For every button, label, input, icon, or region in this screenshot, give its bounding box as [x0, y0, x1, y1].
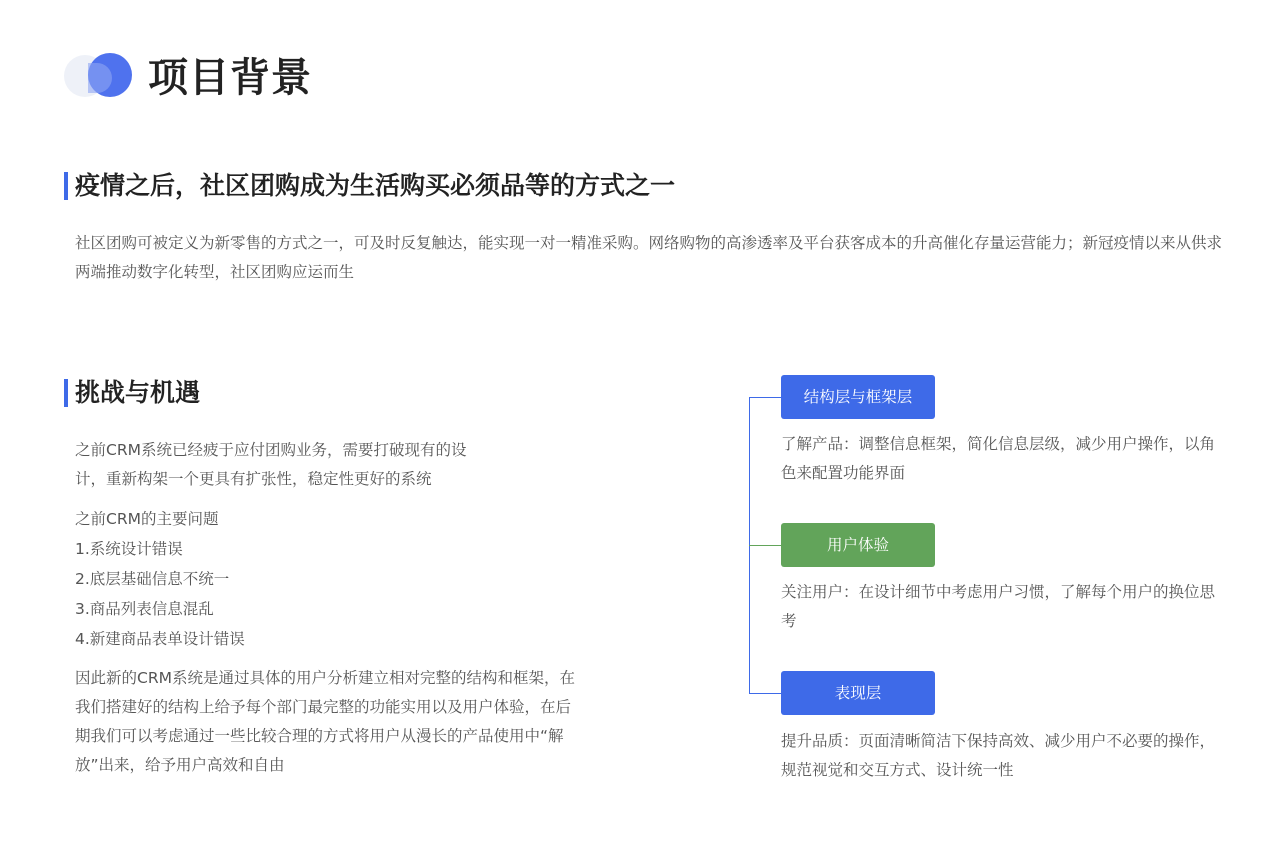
- issues-title: 之前CRM的主要问题: [75, 510, 219, 528]
- node-structure-layer: 结构层与框架层: [781, 375, 935, 419]
- tree-branch: [749, 397, 785, 398]
- tree-branch: [749, 693, 785, 694]
- tree-branch: [749, 545, 785, 546]
- challenges-intro: 之前CRM系统已经疲于应付团购业务，需要打破现有的设计，重新构架一个更具有扩张性，稳定性更好的系统: [75, 441, 467, 488]
- challenges-conclusion: 因此新的CRM系统是通过具体的用户分析建立相对完整的结构和框架，在我们搭建好的结构上给予每个部门最完整的功能实用以及用户体验，在后期我们可以考虑通过一些比较合理的方式将用户从漫长的产品使用中“解放”出来，给予用户高效和自由: [75, 669, 575, 774]
- issue-item: 3.商品列表信息混乱: [75, 600, 214, 618]
- node-presentation-layer: 表现层: [781, 671, 935, 715]
- section-title-covid: 疫情之后，社区团购成为生活购买必须品等的方式之一: [64, 168, 675, 204]
- node-user-experience: 用户体验: [781, 523, 935, 567]
- logo-circles: [64, 52, 136, 98]
- issue-item: 4.新建商品表单设计错误: [75, 630, 245, 648]
- section-body-covid: 社区团购可被定义为新零售的方式之一，可及时反复触达，能实现一对一精准采购。网络购物的高渗透率及平台获客成本的升高催化存量运营能力；新冠疫情以来从供求两端推动数字化转型，社区团购应运而生: [75, 234, 1223, 281]
- page-title: 项目背景: [148, 55, 312, 101]
- issue-item: 2.底层基础信息不统一: [75, 570, 230, 588]
- node-desc-structure: 了解产品：调整信息框架，简化信息层级，减少用户操作，以角色来配置功能界面: [781, 435, 1216, 482]
- node-desc-user-experience: 关注用户：在设计细节中考虑用户习惯，了解每个用户的换位思考: [781, 583, 1216, 630]
- issues-list: [75, 534, 245, 654]
- issue-item: 1.系统设计错误: [75, 540, 183, 558]
- section-title-challenges: 挑战与机遇: [64, 375, 200, 411]
- node-desc-presentation: 提升品质：页面清晰简洁下保持高效、减少用户不必要的操作，规范视觉和交互方式、设计统一性: [781, 732, 1216, 779]
